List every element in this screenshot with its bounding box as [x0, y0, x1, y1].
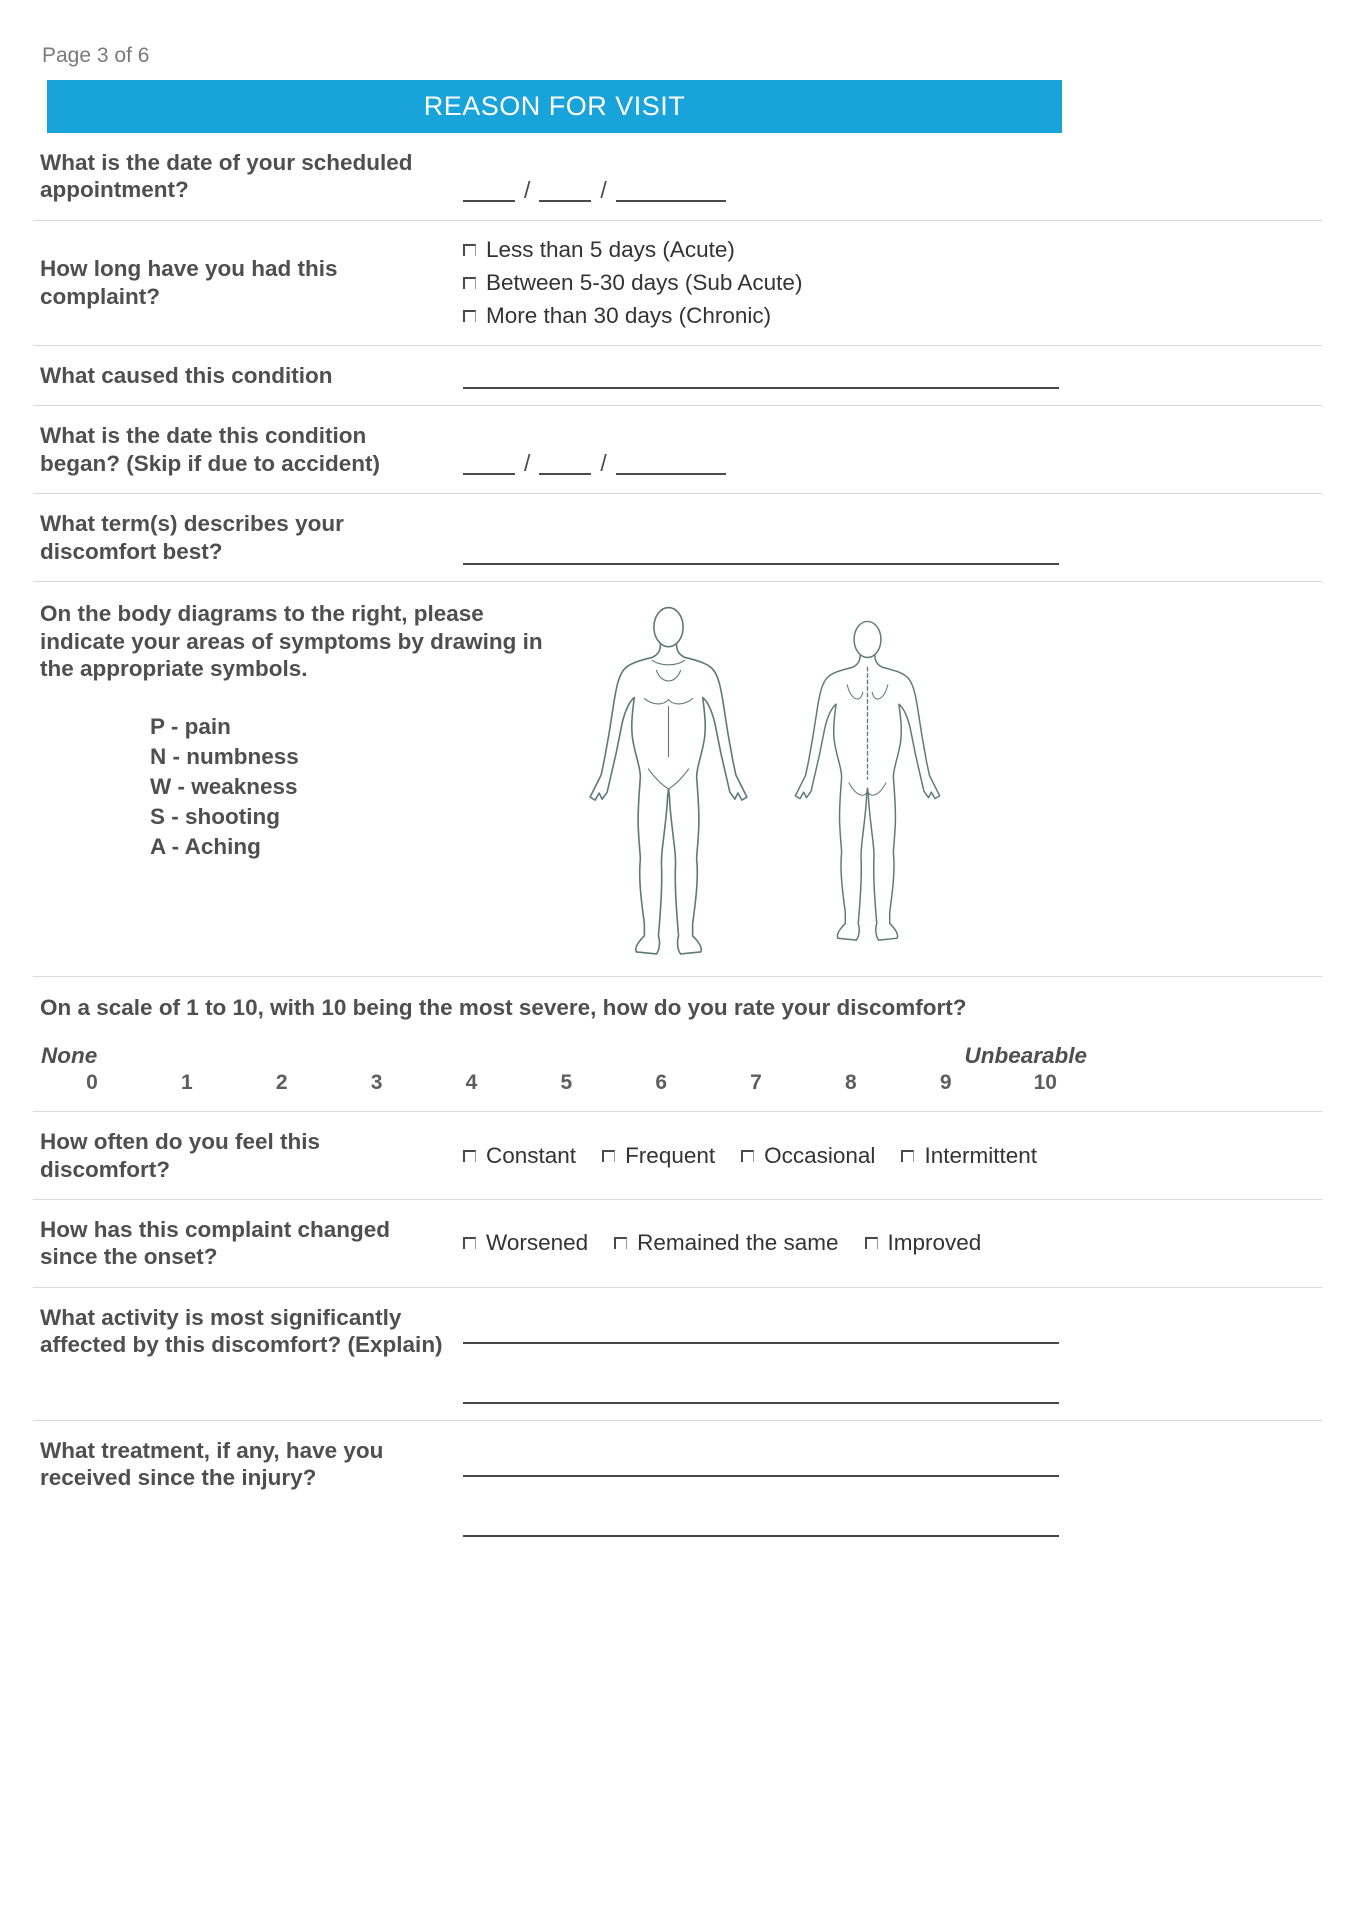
option-frequent[interactable]	[602, 1143, 715, 1169]
checkbox-icon[interactable]	[463, 1150, 476, 1162]
date-separator: /	[600, 450, 607, 477]
scale-value-3[interactable]: 3	[370, 1071, 383, 1095]
question-label: How long have you had this complaint?	[40, 256, 338, 309]
answer-line-treatment-1[interactable]	[463, 1451, 1059, 1477]
option-label: Frequent	[625, 1142, 716, 1168]
scale-min-label: None	[41, 1043, 98, 1069]
checkbox-icon[interactable]	[741, 1150, 754, 1162]
option-worsened[interactable]	[463, 1230, 588, 1256]
answer-line-terms[interactable]	[463, 539, 1059, 565]
scale-value-10[interactable]: 10	[1033, 1071, 1057, 1095]
option-label: Intermittent	[924, 1142, 1037, 1168]
checkbox-icon[interactable]	[614, 1237, 627, 1249]
question-row-change-since-onset	[33, 1200, 1322, 1288]
option-label: Remained the same	[637, 1230, 839, 1256]
option-label: Worsened	[486, 1230, 589, 1256]
option-label: Improved	[887, 1230, 982, 1256]
answer-line-cause[interactable]	[463, 363, 1059, 389]
date-input-appointment[interactable]	[463, 178, 1322, 204]
checkbox-icon[interactable]	[463, 310, 476, 322]
option-chronic[interactable]	[463, 303, 1322, 329]
scale-value-9[interactable]: 9	[939, 1071, 952, 1095]
question-row-discomfort-terms	[33, 494, 1322, 582]
date-input-condition-began[interactable]	[463, 451, 1322, 477]
question-label: What term(s) describes your discomfort best?	[40, 511, 344, 564]
question-row-appointment-date	[33, 133, 1322, 221]
scale-value-1[interactable]: 1	[181, 1071, 193, 1095]
symbol-legend	[150, 712, 560, 862]
scale-value-7[interactable]: 7	[750, 1071, 762, 1095]
option-occasional[interactable]	[741, 1143, 875, 1169]
option-constant[interactable]	[463, 1143, 576, 1169]
scale-value-4[interactable]: 4	[465, 1071, 478, 1095]
option-sub-acute[interactable]	[463, 270, 1322, 296]
option-improved[interactable]	[865, 1230, 982, 1256]
date-blank-day[interactable]	[539, 451, 591, 475]
option-label: Less than 5 days (Acute)	[486, 236, 735, 262]
question-label: On a scale of 1 to 10, with 10 being the most severe, how do you rate your discomfort?	[40, 995, 967, 1021]
section-header-title: REASON FOR VISIT	[423, 91, 686, 121]
checkbox-icon[interactable]	[463, 277, 476, 289]
answer-line-activity-2[interactable]	[463, 1378, 1059, 1404]
option-remained-same[interactable]	[614, 1230, 838, 1256]
date-separator: /	[524, 450, 531, 477]
question-row-frequency	[33, 1112, 1322, 1200]
question-label: What is the date this condition began? (Skip if due to accident)	[40, 423, 381, 476]
legend-item-pain: P - pain	[150, 714, 231, 740]
body-diagram-back[interactable]	[775, 600, 960, 962]
page-indicator: Page 3 of 6	[42, 44, 150, 67]
pain-scale	[85, 1071, 1057, 1095]
legend-item-weakness: W - weakness	[150, 774, 298, 800]
scale-value-2[interactable]: 2	[275, 1071, 288, 1095]
date-blank-year[interactable]	[616, 178, 726, 202]
checkbox-icon[interactable]	[602, 1150, 615, 1162]
question-row-body-diagram	[33, 582, 1322, 977]
date-separator: /	[600, 176, 607, 203]
option-intermittent[interactable]	[901, 1143, 1037, 1169]
question-row-complaint-duration	[33, 221, 1322, 346]
option-label: Constant	[486, 1142, 577, 1168]
date-blank-day[interactable]	[539, 178, 591, 202]
scale-max-label: Unbearable	[964, 1043, 1087, 1069]
question-row-condition-began	[33, 406, 1322, 494]
date-separator: /	[524, 176, 531, 203]
question-row-cause	[33, 346, 1322, 406]
answer-line-treatment-2[interactable]	[463, 1511, 1059, 1537]
date-blank-month[interactable]	[463, 451, 515, 475]
option-label: Occasional	[764, 1142, 876, 1168]
question-label: What activity is most significantly affected by this discomfort? (Explain)	[40, 1304, 443, 1358]
checkbox-icon[interactable]	[463, 1237, 476, 1249]
checkbox-icon[interactable]	[865, 1237, 878, 1249]
option-label: More than 30 days (Chronic)	[486, 302, 772, 328]
checkbox-icon[interactable]	[463, 244, 476, 256]
question-label: What caused this condition	[40, 362, 333, 388]
question-row-treatment	[33, 1421, 1322, 1553]
scale-value-6[interactable]: 6	[655, 1071, 667, 1095]
checkbox-icon[interactable]	[901, 1150, 914, 1162]
date-blank-year[interactable]	[616, 451, 726, 475]
scale-value-8[interactable]: 8	[845, 1071, 857, 1095]
scale-value-0[interactable]: 0	[86, 1071, 98, 1095]
question-label: What is the date of your scheduled appointment?	[40, 150, 413, 203]
scale-value-5[interactable]: 5	[560, 1071, 573, 1095]
answer-line-activity-1[interactable]	[463, 1318, 1059, 1344]
question-label: On the body diagrams to the right, please indicate your areas of symptoms by drawing in the appropriate symbols.	[40, 601, 543, 681]
section-header	[47, 80, 1062, 133]
legend-item-aching: A - Aching	[150, 834, 261, 860]
question-row-affected-activity	[33, 1288, 1322, 1421]
option-label: Between 5-30 days (Sub Acute)	[486, 269, 803, 295]
body-diagrams	[566, 600, 960, 962]
body-diagram-front[interactable]	[566, 600, 771, 962]
option-acute[interactable]	[463, 237, 1322, 263]
legend-item-numbness: N - numbness	[150, 744, 299, 770]
question-label: How has this complaint changed since the onset?	[40, 1216, 391, 1270]
question-label: What treatment, if any, have you received since the injury?	[40, 1437, 384, 1491]
legend-item-shooting: S - shooting	[150, 804, 280, 830]
date-blank-month[interactable]	[463, 178, 515, 202]
question-label: How often do you feel this discomfort?	[40, 1129, 320, 1182]
question-row-pain-scale	[33, 977, 1322, 1112]
